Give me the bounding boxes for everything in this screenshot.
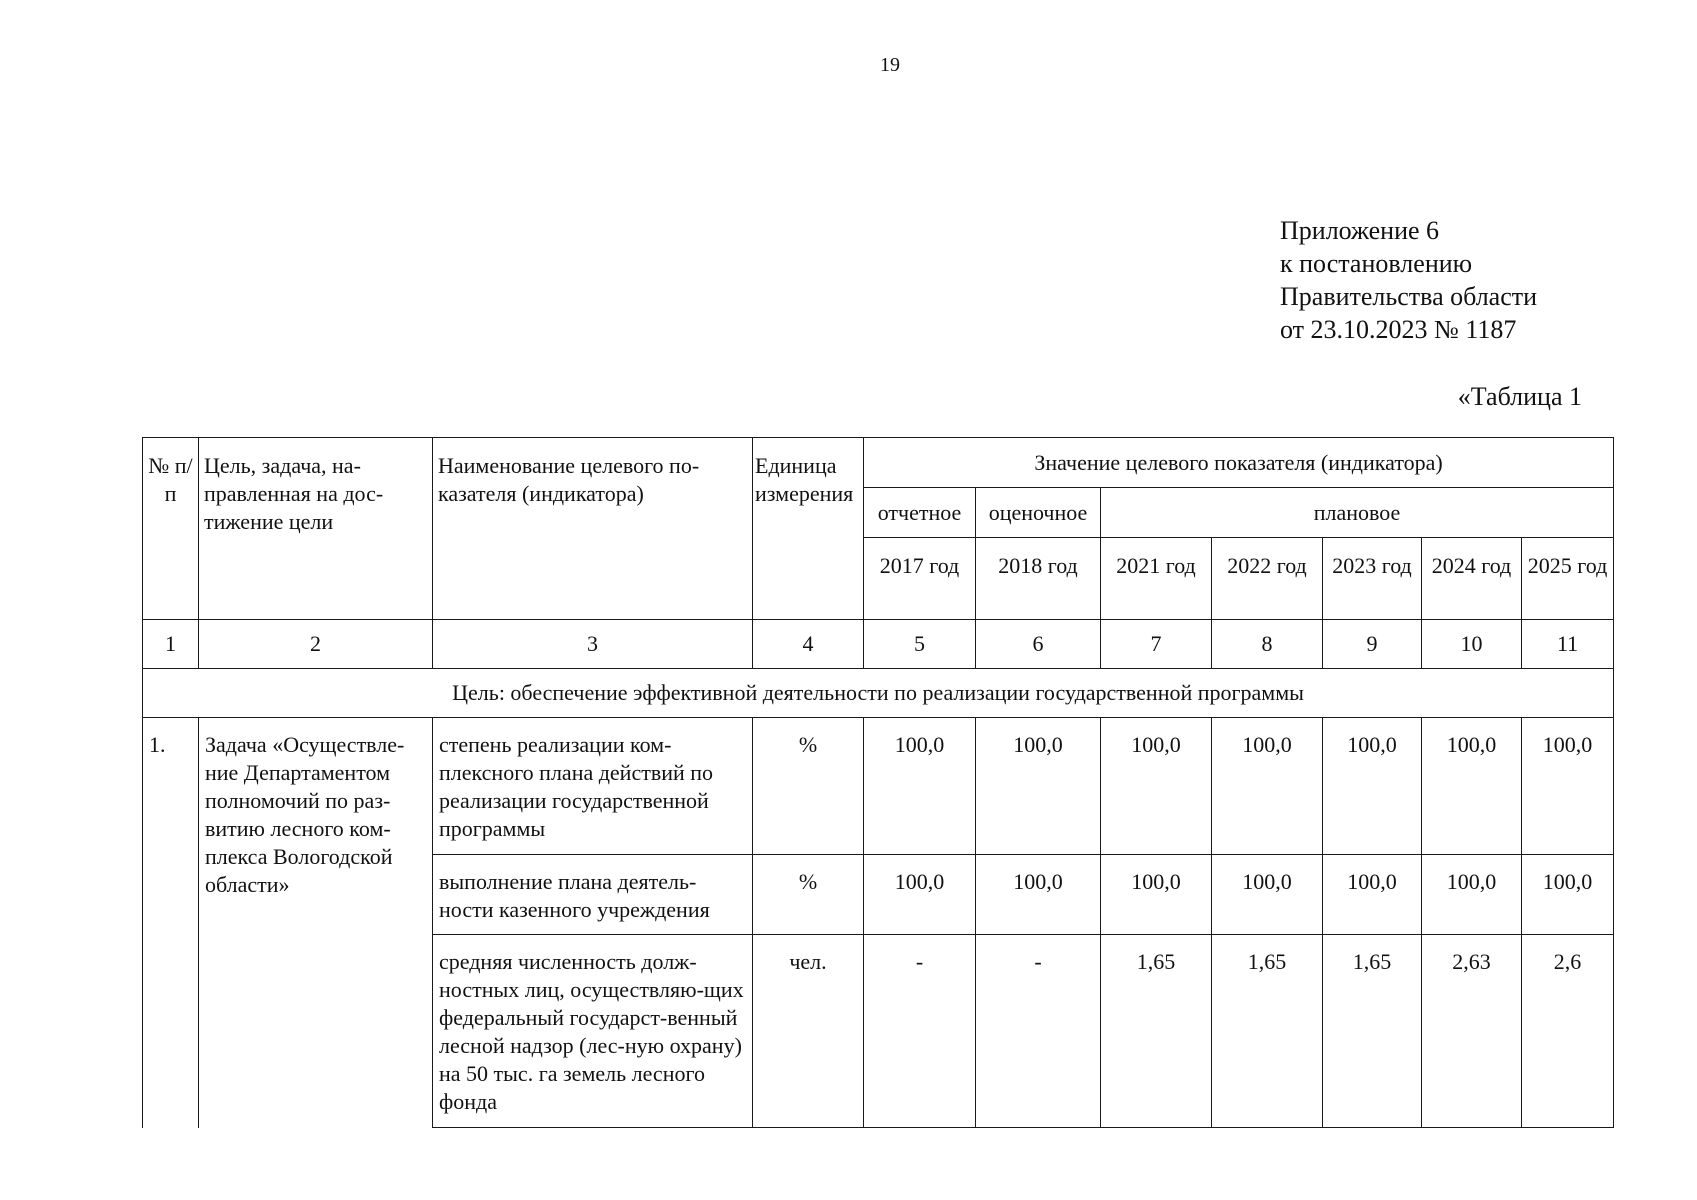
appendix-reference — [1280, 214, 1537, 346]
indicator-value: 1,65 — [1323, 935, 1422, 1128]
indicator-value: 100,0 — [1422, 855, 1522, 935]
indicator-name: средняя численность долж-ностных лиц, осуществляю-щих федеральный государст-венный лесной надзор (лес-ную охрану) на 50 тыс. га земель лесного фонда — [433, 935, 753, 1128]
goal-text: Цель: обеспечение эффективной деятельности по реализации государственной программы — [143, 669, 1614, 718]
appendix-line-4: от 23.10.2023 № 1187 — [1280, 315, 1517, 344]
indicator-value: - — [864, 935, 976, 1128]
indicator-name: выполнение плана деятель-ности казенного учреждения — [433, 855, 753, 935]
task-text: Задача «Осуществле-ние Департаментом полномочий по раз-витию лесного ком-плекса Вологодской области» — [199, 718, 433, 1128]
indicator-value: 100,0 — [864, 855, 976, 935]
header-year-2023: 2023 год — [1323, 538, 1422, 620]
header-unit: Единица измерения — [753, 438, 864, 620]
column-number: 3 — [433, 620, 753, 669]
header-indicator-name: Наименование целевого по-казателя (индикатора) — [433, 438, 753, 620]
header-indicator-value: Значение целевого показателя (индикатора) — [864, 438, 1614, 488]
indicator-value: 2,6 — [1522, 935, 1614, 1128]
indicator-value: 100,0 — [1522, 855, 1614, 935]
column-number: 11 — [1522, 620, 1614, 669]
indicator-value: 1,65 — [1212, 935, 1323, 1128]
header-year-2022: 2022 год — [1212, 538, 1323, 620]
table-row — [143, 718, 1614, 855]
indicator-value: 100,0 — [1212, 718, 1323, 855]
header-year-2025: 2025 год — [1522, 538, 1614, 620]
header-reported: отчетное — [864, 488, 976, 538]
column-number: 4 — [753, 620, 864, 669]
indicator-value: 100,0 — [1323, 718, 1422, 855]
column-number: 6 — [976, 620, 1101, 669]
column-number: 9 — [1323, 620, 1422, 669]
table-label: «Таблица 1 — [1457, 382, 1582, 411]
header-year-2021: 2021 год — [1101, 538, 1212, 620]
indicator-value: 2,63 — [1422, 935, 1522, 1128]
indicator-value: 1,65 — [1101, 935, 1212, 1128]
indicator-value: 100,0 — [1323, 855, 1422, 935]
indicators-table — [142, 437, 1614, 1128]
column-number: 1 — [143, 620, 199, 669]
column-number: 10 — [1422, 620, 1522, 669]
indicator-unit: % — [753, 855, 864, 935]
indicator-value: 100,0 — [1101, 718, 1212, 855]
indicator-value: 100,0 — [1522, 718, 1614, 855]
goal-row — [143, 669, 1614, 718]
appendix-line-3: Правительства области — [1280, 282, 1538, 311]
header-planned: плановое — [1101, 488, 1614, 538]
header-goal: Цель, задача, на-правленная на дос-тижение цели — [199, 438, 433, 620]
indicator-value: 100,0 — [864, 718, 976, 855]
column-number-row — [143, 620, 1614, 669]
appendix-line-2: к постановлению — [1280, 249, 1473, 278]
indicator-unit: чел. — [753, 935, 864, 1128]
column-number: 2 — [199, 620, 433, 669]
page-number: 19 — [880, 54, 900, 76]
indicator-value: 100,0 — [976, 855, 1101, 935]
indicator-value: 100,0 — [1212, 855, 1323, 935]
header-estimated: оценочное — [976, 488, 1101, 538]
header-year-2024: 2024 год — [1422, 538, 1522, 620]
column-number: 5 — [864, 620, 976, 669]
task-number: 1. — [143, 718, 199, 1128]
indicator-value: - — [976, 935, 1101, 1128]
column-number: 7 — [1101, 620, 1212, 669]
column-number: 8 — [1212, 620, 1323, 669]
indicator-name: степень реализации ком-плексного плана действий по реализации государственной программы — [433, 718, 753, 855]
header-year-2017: 2017 год — [864, 538, 976, 620]
indicator-unit: % — [753, 718, 864, 855]
header-year-2018: 2018 год — [976, 538, 1101, 620]
indicator-value: 100,0 — [1422, 718, 1522, 855]
header-num: № п/п — [143, 438, 199, 620]
appendix-line-1: Приложение 6 — [1280, 216, 1440, 245]
indicator-value: 100,0 — [1101, 855, 1212, 935]
indicator-value: 100,0 — [976, 718, 1101, 855]
